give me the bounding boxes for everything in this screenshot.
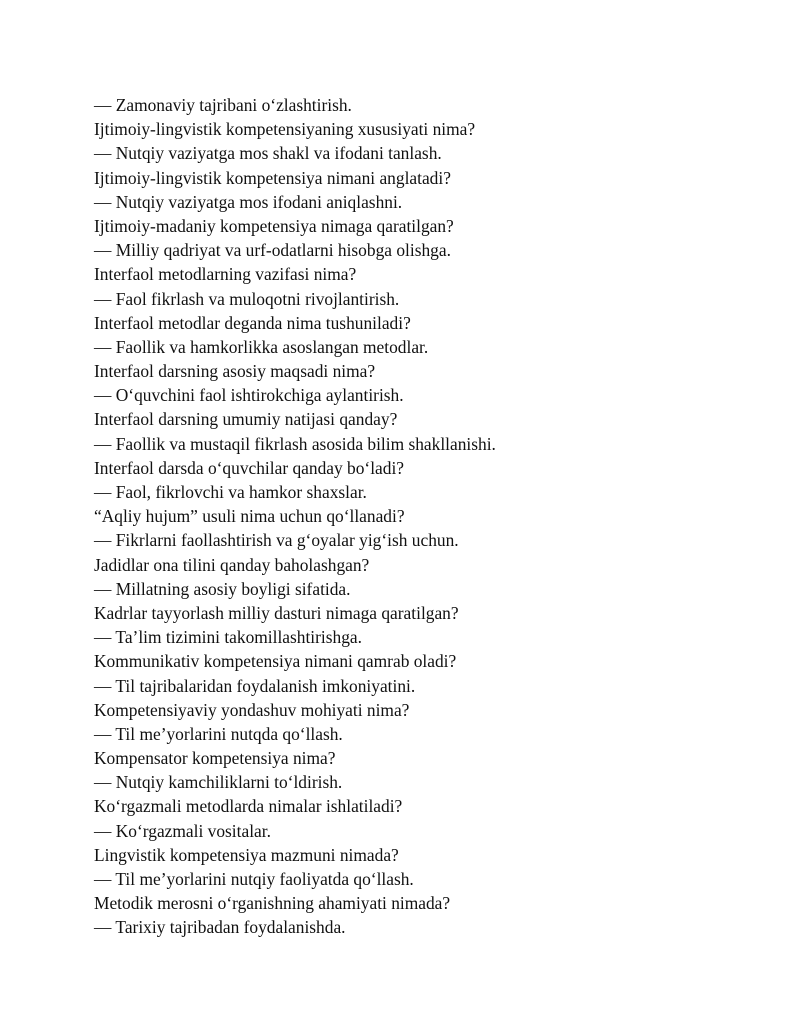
question-line: “Aqliy hujum” usuli nima uchun qoʻllanadi? [94, 506, 405, 527]
question-line: Ijtimoiy-madaniy kompetensiya nimaga qaratilgan? [94, 215, 454, 236]
question-line: Interfaol darsning asosiy maqsadi nima? [94, 361, 376, 382]
question-line: Interfaol metodlarning vazifasi nima? [94, 264, 357, 285]
question-line: Ijtimoiy-lingvistik kompetensiyaning xususiyati nima? [94, 119, 476, 140]
question-line: Kompetensiyaviy yondashuv mohiyati nima? [94, 699, 410, 720]
question-line: Interfaol darsning umumiy natijasi qanday? [94, 409, 398, 430]
answer-line: — Faol fikrlash va muloqotni rivojlantirish. [94, 288, 400, 309]
question-line: Kadrlar tayyorlash milliy dasturi nimaga qaratilgan? [94, 602, 459, 623]
answer-line: — Faol, fikrlovchi va hamkor shaxslar. [94, 482, 367, 502]
answer-line: — Tarixiy tajribadan foydalanishda. [94, 917, 346, 938]
answer-line: — Til meʼyorlarini nutqiy faoliyatda qoʻllash. [94, 869, 414, 889]
document-body [94, 93, 754, 940]
answer-line: — Faollik va mustaqil fikrlash asosida bilim shakllanishi. [94, 433, 496, 454]
question-line: Kommunikativ kompetensiya nimani qamrab oladi? [94, 651, 457, 672]
answer-line: — Faollik va hamkorlikka asoslangan metodlar. [94, 336, 429, 357]
question-line: Jadidlar ona tilini qanday baholashgan? [94, 554, 370, 575]
answer-line: — Til meʼyorlarini nutqda qoʻllash. [94, 723, 343, 744]
question-line: Interfaol metodlar deganda nima tushuniladi? [94, 312, 411, 333]
answer-line: — Til tajribalaridan foydalanish imkoniyatini. [94, 675, 416, 696]
answer-line: — Fikrlarni faollashtirish va gʻoyalar yigʻish uchun. [94, 530, 459, 551]
answer-line: — Nutqiy vaziyatga mos ifodani aniqlashni. [94, 191, 403, 212]
question-line: Interfaol darsda oʻquvchilar qanday boʻladi? [94, 457, 404, 478]
question-line: Kompensator kompetensiya nima? [94, 748, 336, 769]
answer-line: — Zamonaviy tajribani oʻzlashtirish. [94, 95, 352, 115]
question-line: Ijtimoiy-lingvistik kompetensiya nimani anglatadi? [94, 167, 451, 188]
question-line: Koʻrgazmali metodlarda nimalar ishlatiladi? [94, 796, 403, 817]
answer-line: — Nutqiy kamchiliklarni toʻldirish. [94, 772, 343, 793]
answer-line: — Oʻquvchini faol ishtirokchiga aylantirish. [94, 385, 404, 406]
answer-line: — Koʻrgazmali vositalar. [94, 820, 271, 841]
answer-line: — Taʼlim tizimini takomillashtirishga. [94, 627, 362, 648]
answer-line: — Milliy qadriyat va urf-odatlarni hisobga olishga. [94, 240, 451, 261]
answer-line: — Millatning asosiy boyligi sifatida. [94, 578, 351, 599]
answer-line: — Nutqiy vaziyatga mos shakl va ifodani tanlash. [94, 143, 442, 164]
question-line: Lingvistik kompetensiya mazmuni nimada? [94, 844, 399, 865]
question-line: Metodik merosni oʻrganishning ahamiyati nimada? [94, 893, 451, 914]
